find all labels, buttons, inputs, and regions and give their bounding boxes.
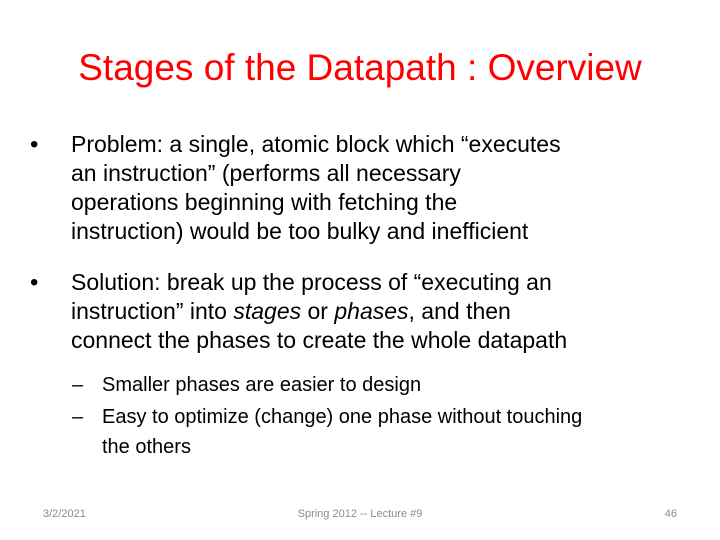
sub-bullet-text — [102, 370, 421, 400]
sub-bullet-line: Smaller phases are easier to design — [102, 374, 422, 396]
bullet-text — [71, 130, 561, 246]
sub-bullet-marker: – — [72, 406, 84, 428]
text-run: or — [301, 298, 335, 324]
bullet-marker: • — [30, 131, 39, 158]
text-run: , and then — [408, 298, 511, 324]
bullet-line: an instruction” (performs all necessary — [71, 160, 461, 186]
sub-bullet-text — [102, 402, 582, 462]
emphasis-stages: stages — [233, 298, 302, 324]
bullet-line: operations beginning with fetching the — [71, 189, 458, 215]
footer-page-number: 46 — [664, 508, 677, 520]
emphasis-phases: phases — [334, 298, 409, 324]
bullet-line: Problem: a single, atomic block which “executes — [71, 131, 561, 157]
footer-course: Spring 2012 -- Lecture #9 — [297, 508, 423, 520]
sub-bullet-line: the others — [102, 436, 191, 458]
sub-bullet-line: Easy to optimize (change) one phase without touching — [102, 406, 583, 428]
bullet-line: instruction) would be too bulky and inefficient — [71, 218, 529, 244]
sub-bullet-marker: – — [72, 374, 84, 396]
bullet-marker: • — [30, 269, 39, 296]
bullet-line: Solution: break up the process of “executing an — [71, 269, 552, 295]
bullet-text — [71, 268, 567, 355]
text-run: instruction” into — [71, 298, 234, 324]
bullet-line: connect the phases to create the whole datapath — [71, 327, 568, 353]
footer-date: 3/2/2021 — [43, 508, 86, 520]
slide-title: Stages of the Datapath : Overview — [78, 47, 642, 88]
bullet-line — [71, 297, 567, 326]
